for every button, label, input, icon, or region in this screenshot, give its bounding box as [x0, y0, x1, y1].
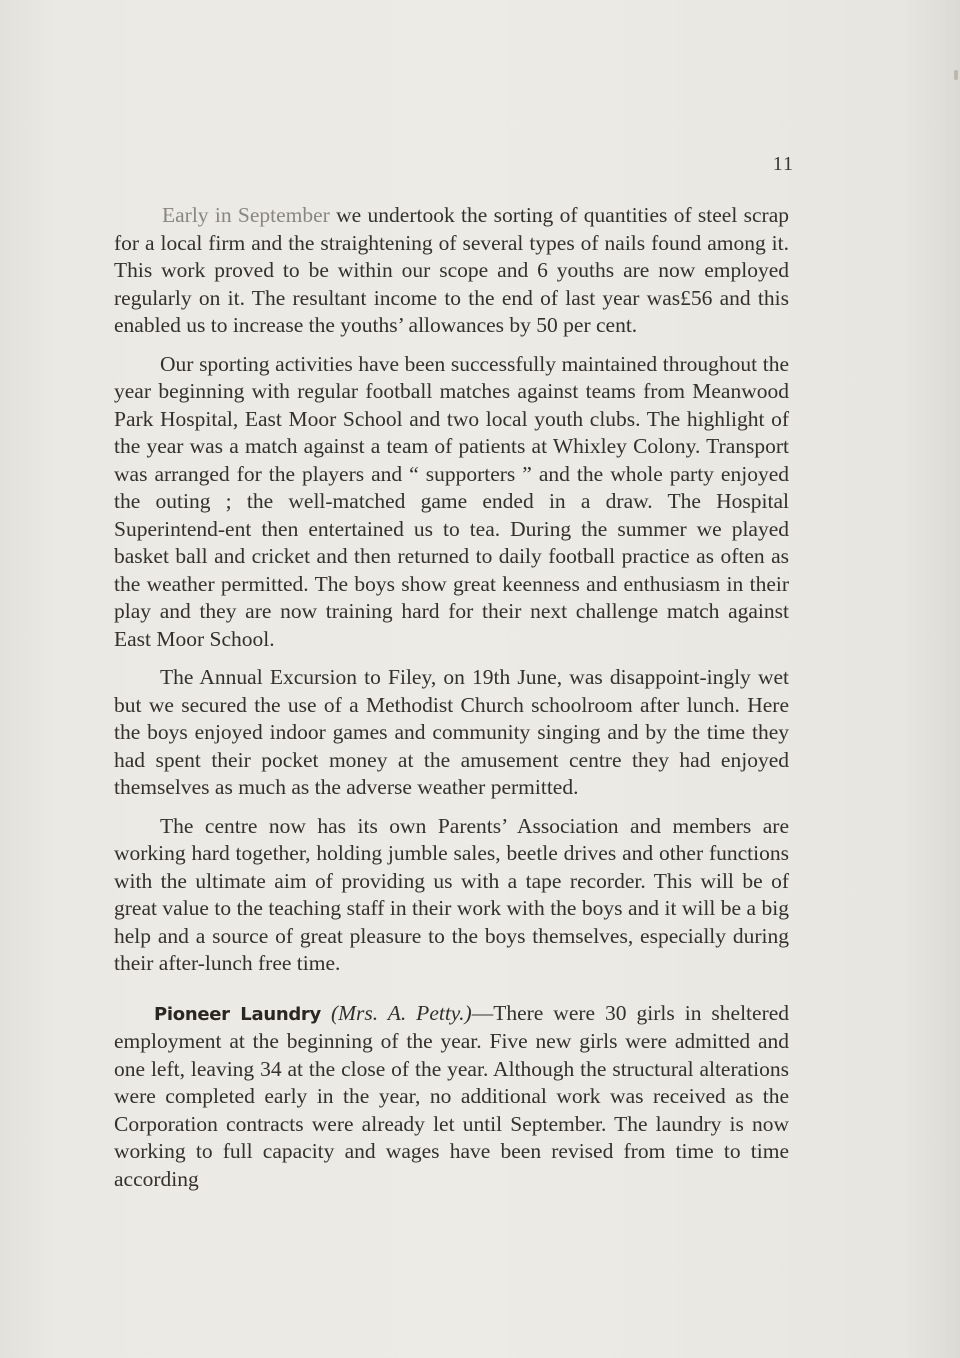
paragraph-annual-excursion: The Annual Excursion to Filey, on 19th June, was disappoint-ingly wet but we secured the use of a Methodist Church schoolroom after lunch. Here the boys enjoyed indoor games and community singing and by the time they had spent their pocket money at the amusement centre they had enjoyed themselves as much as the adverse weather permitted. — [114, 665, 789, 799]
section-heading: Pioneer Laundry — [154, 1003, 321, 1025]
paragraph-scrap-sorting — [114, 202, 789, 340]
section-attribution: (Mrs. A. Petty.) — [330, 1000, 472, 1025]
edge-mark — [954, 70, 958, 80]
paragraph-parents-association: The centre now has its own Parents’ Association and members are working hard together, holding jumble sales, beetle drives and other functions with the ultimate aim of providing us with a tape recorder. This will be of great value to the teaching staff in their work with the boys and it will be a big help and a source of great pleasure to the boys themselves, especially during their after-lunch free time. — [114, 813, 789, 975]
paragraph-pioneer-laundry — [114, 1000, 789, 1194]
paragraph-text: we undertook the sorting of quantities of steel scrap for a local firm and the straightening of several types of nails found among it. This work proved to be within our scope and 6 youths are now employed regularly on it. The resultant income to the end of last year was£56 and this enabled us to increase the youths’ allowances by 50 per cent. — [114, 203, 789, 337]
paragraph-text: —There were 30 girls in sheltered employment at the beginning of the year. Five new girls were admitted and one left, leaving 34 at the close of the year. Although the structural alterations were completed early in the year, no additional work was received as the Corporation contracts were already let until September. The laundry is now working to full capacity and wages have been revised from time to time according — [114, 1000, 790, 1191]
paragraph-lead: Early in September — [162, 203, 330, 227]
page-number: 11 — [772, 153, 794, 175]
paragraph-sporting-activities: Our sporting activities have been successfully maintained throughout the year beginning with regular football matches against teams from Meanwood Park Hospital, East Moor School and two local youth clubs. The highlight of the year was a match against a team of patients at Whixley Colony. Transport was arranged for the players and “ supporters ” and the whole party enjoyed the outing ; the well-matched game ended in a draw. The Hospital Superintend-ent then entertained us to tea. During the summer we played basket ball and cricket and then returned to daily football practice as often as the weather permitted. The boys show great keenness and enthusiasm in their play and they are now training hard for their next challenge match against East Moor School. — [114, 351, 789, 651]
body-text — [114, 202, 789, 1204]
